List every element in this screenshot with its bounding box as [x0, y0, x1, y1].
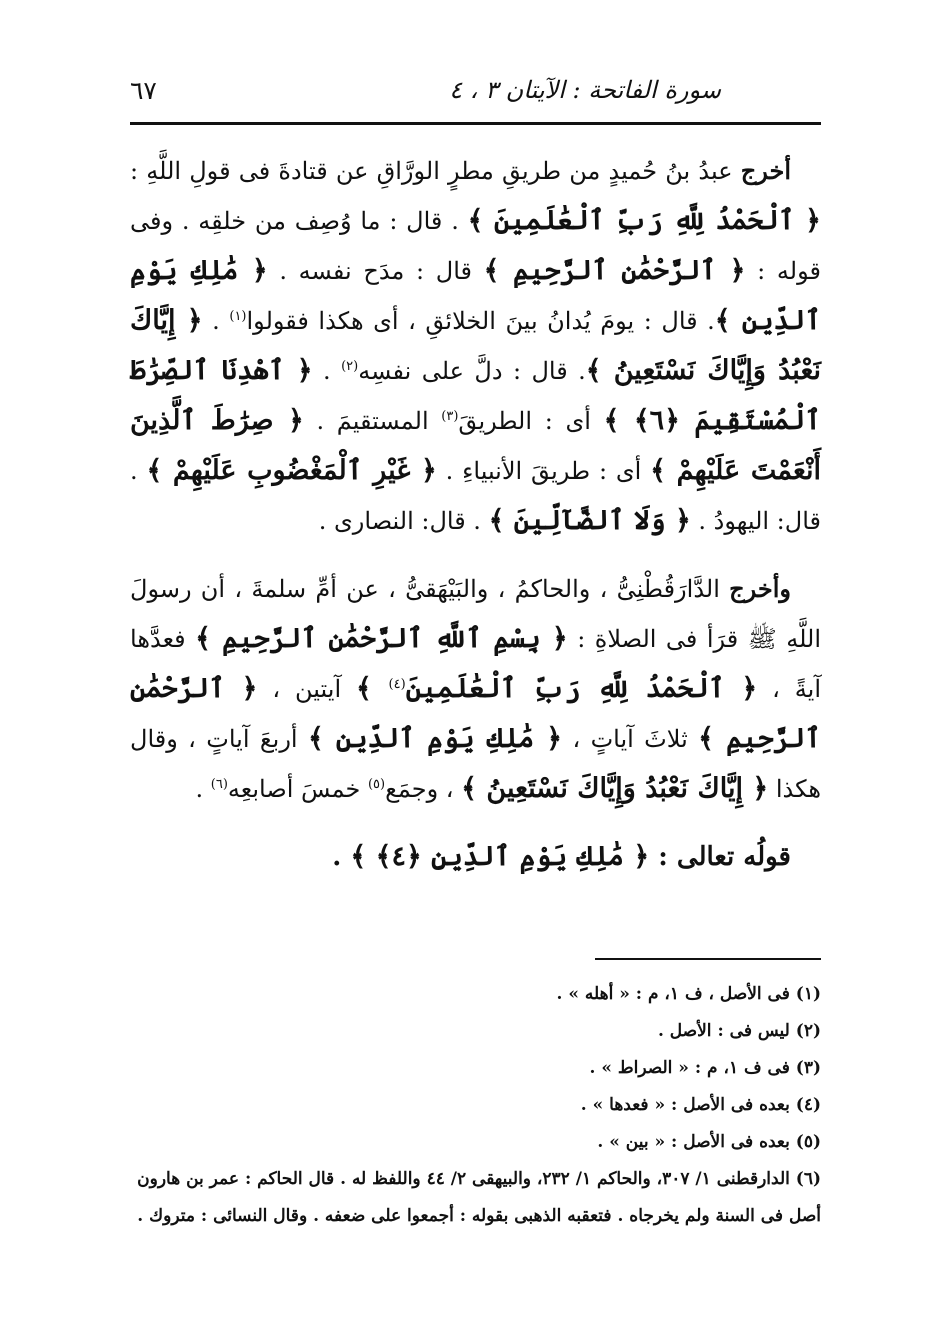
text-run: أربعَ آياتٍ ، وقال هكذا	[130, 725, 821, 803]
quran-verse: ﴿ إِيَّاكَ نَعْبُدُ وَإِيَّاكَ نَسْتَعِينُ ﴾	[130, 305, 821, 386]
text-run: أى : طريقَ الأنبياءِ .	[436, 457, 651, 485]
text-run: .	[332, 842, 351, 872]
section-heading	[130, 832, 821, 882]
quran-verse: ﴿ ٱلْحَمْدُ لِلَّهِ رَبِّ ٱلْعَٰلَمِينَ	[405, 673, 758, 704]
footnote-marker[interactable]: (٦)	[210, 777, 228, 792]
text-run: . قال : يومَ يُدانُ بينَ الخلائقِ ، أى هكذا فقولوا	[246, 307, 715, 335]
quran-verse: ﴿ ٱهْدِنَا ٱلصِّرَٰطَ ٱلْمُسْتَقِيمَ ﴿٦﴾ ﴾	[130, 355, 821, 436]
footnote: (٢) ليس فى : الأصل .	[657, 1021, 821, 1041]
footnote-marker[interactable]: (٣)	[441, 409, 459, 424]
header-rule	[130, 122, 821, 125]
footnote-rule	[595, 958, 821, 960]
text-run: عبدُ بنُ حُميدٍ من طريقِ مطرٍ الورَّاقِ عن قتادةَ فى قولِ اللَّهِ :	[130, 157, 741, 185]
footnote-marker[interactable]: (١)	[229, 309, 247, 324]
main-text	[130, 146, 821, 900]
footnote-marker[interactable]: (٢)	[341, 359, 359, 374]
text-run: ثلاثَ آياتٍ ،	[562, 725, 699, 753]
footnote: (٦) الدارقطنى ١/ ٣٠٧، والحاكم ١/ ٢٣٢، والبيهقى ٢/ ٤٤ واللفظ له . قال الحاكم : عمر بن هارون	[137, 1169, 821, 1189]
text-run: .	[202, 307, 230, 335]
paragraph-qatada-narration	[130, 146, 821, 546]
text-run: المستقيمَ .	[303, 407, 442, 435]
quran-verse: ﴿ مَٰلِكِ يَوْمِ ٱلدِّينِ ﴿٤﴾ ﴾	[350, 841, 650, 872]
quran-verse: ﴿ غَيْرِ ٱلْمَغْضُوبِ عَلَيْهِمْ ﴾	[146, 455, 437, 486]
quran-verse: ﴿ ٱلرَّحْمَٰنِ ٱلرَّحِيمِ ﴾	[483, 255, 746, 286]
text-run: أى : الطريقَ	[458, 407, 604, 435]
footnotes	[130, 976, 821, 1235]
page-number: ٦٧	[130, 76, 157, 105]
footnote-marker[interactable]: (٤)	[388, 677, 406, 692]
quran-verse: ﴿ ٱلْحَمْدُ لِلَّهِ رَبِّ ٱلْعَٰلَمِينَ ﴾	[467, 205, 822, 236]
paragraph-umm-salama-narration	[130, 564, 821, 814]
quran-verse-close: ﴾	[356, 673, 389, 704]
quran-verse: ﴿ ٱلرَّحْمَٰنِ ٱلرَّحِيمِ ﴾	[130, 673, 822, 754]
paragraph-lead-word: وأخرج	[729, 574, 791, 603]
text-run: فعدَّها آيةً ،	[130, 625, 821, 703]
quran-verse: ﴿ مَٰلِكِ يَوْمِ ٱلدِّينِ ﴾	[130, 255, 822, 336]
quran-verse: ﴿ وَلَا ٱلضَّآلِّينَ ﴾	[488, 505, 691, 536]
quran-verse: ﴿ إِيَّاكَ نَعْبُدُ وَإِيَّاكَ نَسْتَعِينُ ﴾	[461, 773, 769, 804]
footnote-continuation: أصل فى السنة ولم يخرجاه . فتعقبه الذهبى بقوله : أجمعوا على ضعفه . وقال النسائى : متروك .	[137, 1206, 821, 1226]
text-run: .	[195, 775, 211, 803]
footnote: (٥) بعده فى الأصل : « بين » .	[597, 1132, 821, 1152]
quran-verse: ﴿ بِسْمِ ٱللَّهِ ٱلرَّحْمَٰنِ ٱلرَّحِيمِ ﴾	[195, 623, 568, 654]
quran-verse: ﴿ صِرَٰطَ ٱلَّذِينَ أَنْعَمْتَ عَلَيْهِمْ ﴾	[130, 405, 821, 486]
text-run: آيتين ،	[257, 675, 357, 703]
text-run: قال : مدَح نفسه .	[267, 257, 484, 285]
text-run: الدَّارَقُطْنِىُّ ، والحاكمُ ، والبَيْهَقىُّ ، عن أمِّ سلمةَ ، أن رسولَ اللَّهِ ﷺ قرَأ فى الصلاةِ :	[130, 575, 821, 653]
text-run: . قال : ما وُصِف من خلقِه . وفى قوله :	[130, 207, 821, 285]
text-run: . قال : دلَّ على نفسِه	[358, 357, 586, 385]
section-heading-label: قولُه تعالى :	[649, 842, 791, 872]
text-run: خمسَ أصابعِه	[227, 775, 368, 803]
text-run: . قال: اليهودُ .	[130, 457, 821, 535]
text-run: ، وجمَع	[385, 775, 462, 803]
footnote-marker[interactable]: (٥)	[367, 777, 386, 792]
footnote: (١) فى الأصل ، ف ١، م : « أهله » .	[556, 984, 821, 1004]
quran-verse: ﴿ مَٰلِكِ يَوْمِ ٱلدِّينِ ﴾	[307, 723, 563, 754]
text-run: . قال: النصارى .	[318, 507, 489, 535]
paragraph-lead-word: أخرج	[740, 156, 791, 185]
running-title: سورة الفاتحة : الآيتان ٣ ، ٤	[449, 76, 721, 104]
running-header	[130, 70, 821, 114]
text-run: .	[312, 357, 342, 385]
footnote: (٤) بعده فى الأصل : « فعدها » .	[580, 1095, 821, 1115]
footnote: (٣) فى ف ١، م : « الصراط » .	[589, 1058, 821, 1078]
